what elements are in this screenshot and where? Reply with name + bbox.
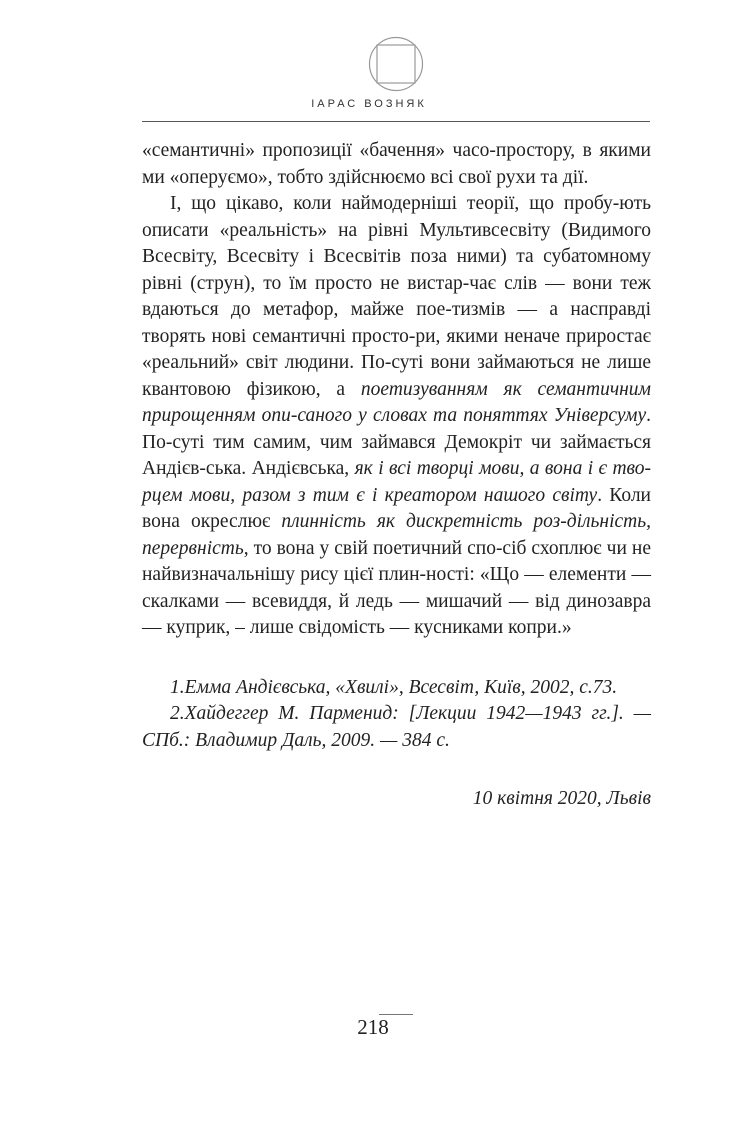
circle-square-emblem-icon (368, 36, 424, 92)
footnotes (142, 675, 651, 755)
page-number: 218 (357, 1015, 389, 1039)
paragraph-2-italic-2: як і всі творці мови, а вона і є тво-рцем мови, разом з тим є і креатором нашого світу (142, 458, 651, 506)
footnote-1: 1.Емма Андієвська, «Хвилі», Всесвіт, Київ, 2002, с.73. (170, 676, 618, 698)
paragraph-2-text-1: І, що цікаво, коли наймодерніші теорії, що пробу-ють описати «реальність» на рівні Мультивсесвіту (Видимого Всесвіту, Всесвіту і Всесвітів поза ними) та субатомному рівні (струн), то їм просто не вистар-чає слів — вони теж вдаються до метафор, майже пое-тизмів — а насправді творять нові семантичні просто-ри, якими неначе приростає «реальний» світ людини. По-суті вони займаються не лише квантовою фізикою, а (142, 193, 651, 400)
dateline: 10 квітня 2020, Львів (472, 788, 651, 809)
running-header-author: ІАРАС ВОЗНЯК (311, 98, 427, 110)
paragraph-2-text-2: . По-суті тим самим, чим займався Демокріт чи займається Андієв-ська. Андієвська, (142, 405, 651, 479)
main-text (142, 138, 651, 813)
paragraph-2-text-3: . Коли вона окреслює (142, 484, 651, 532)
footnote-2: 2.Хайдеггер М. Парменид: [Лекции 1942—1943 гг.]. — СПб.: Владимир Даль, 2009. — 384 с. (142, 703, 651, 751)
header-divider (142, 121, 650, 122)
paragraph-1: «семантичні» пропозиції «бачення» часо-простору, в якими ми «оперуємо», тобто здійснюємо всі свої рухи та дії. (142, 140, 651, 188)
paragraph-2-italic-3: плинність як дискретність роз-дільність, перервність (142, 511, 651, 559)
paragraph-2-italic-1: поетизуванням як семантичним прирощенням опи-саного у словах та поняттях Універсуму (142, 378, 651, 426)
paragraph-2-text-4: , то вона у свій поетичний спо-сіб схоплює чи не найвизначальнішу рису цієї плин-ності: «Що — елементи — скалками — всевиддя, й ледь — мишачий — від динозавра — куприк, – лише свідомість — кусниками копри.» (142, 537, 651, 638)
paragraph-2 (142, 191, 651, 642)
